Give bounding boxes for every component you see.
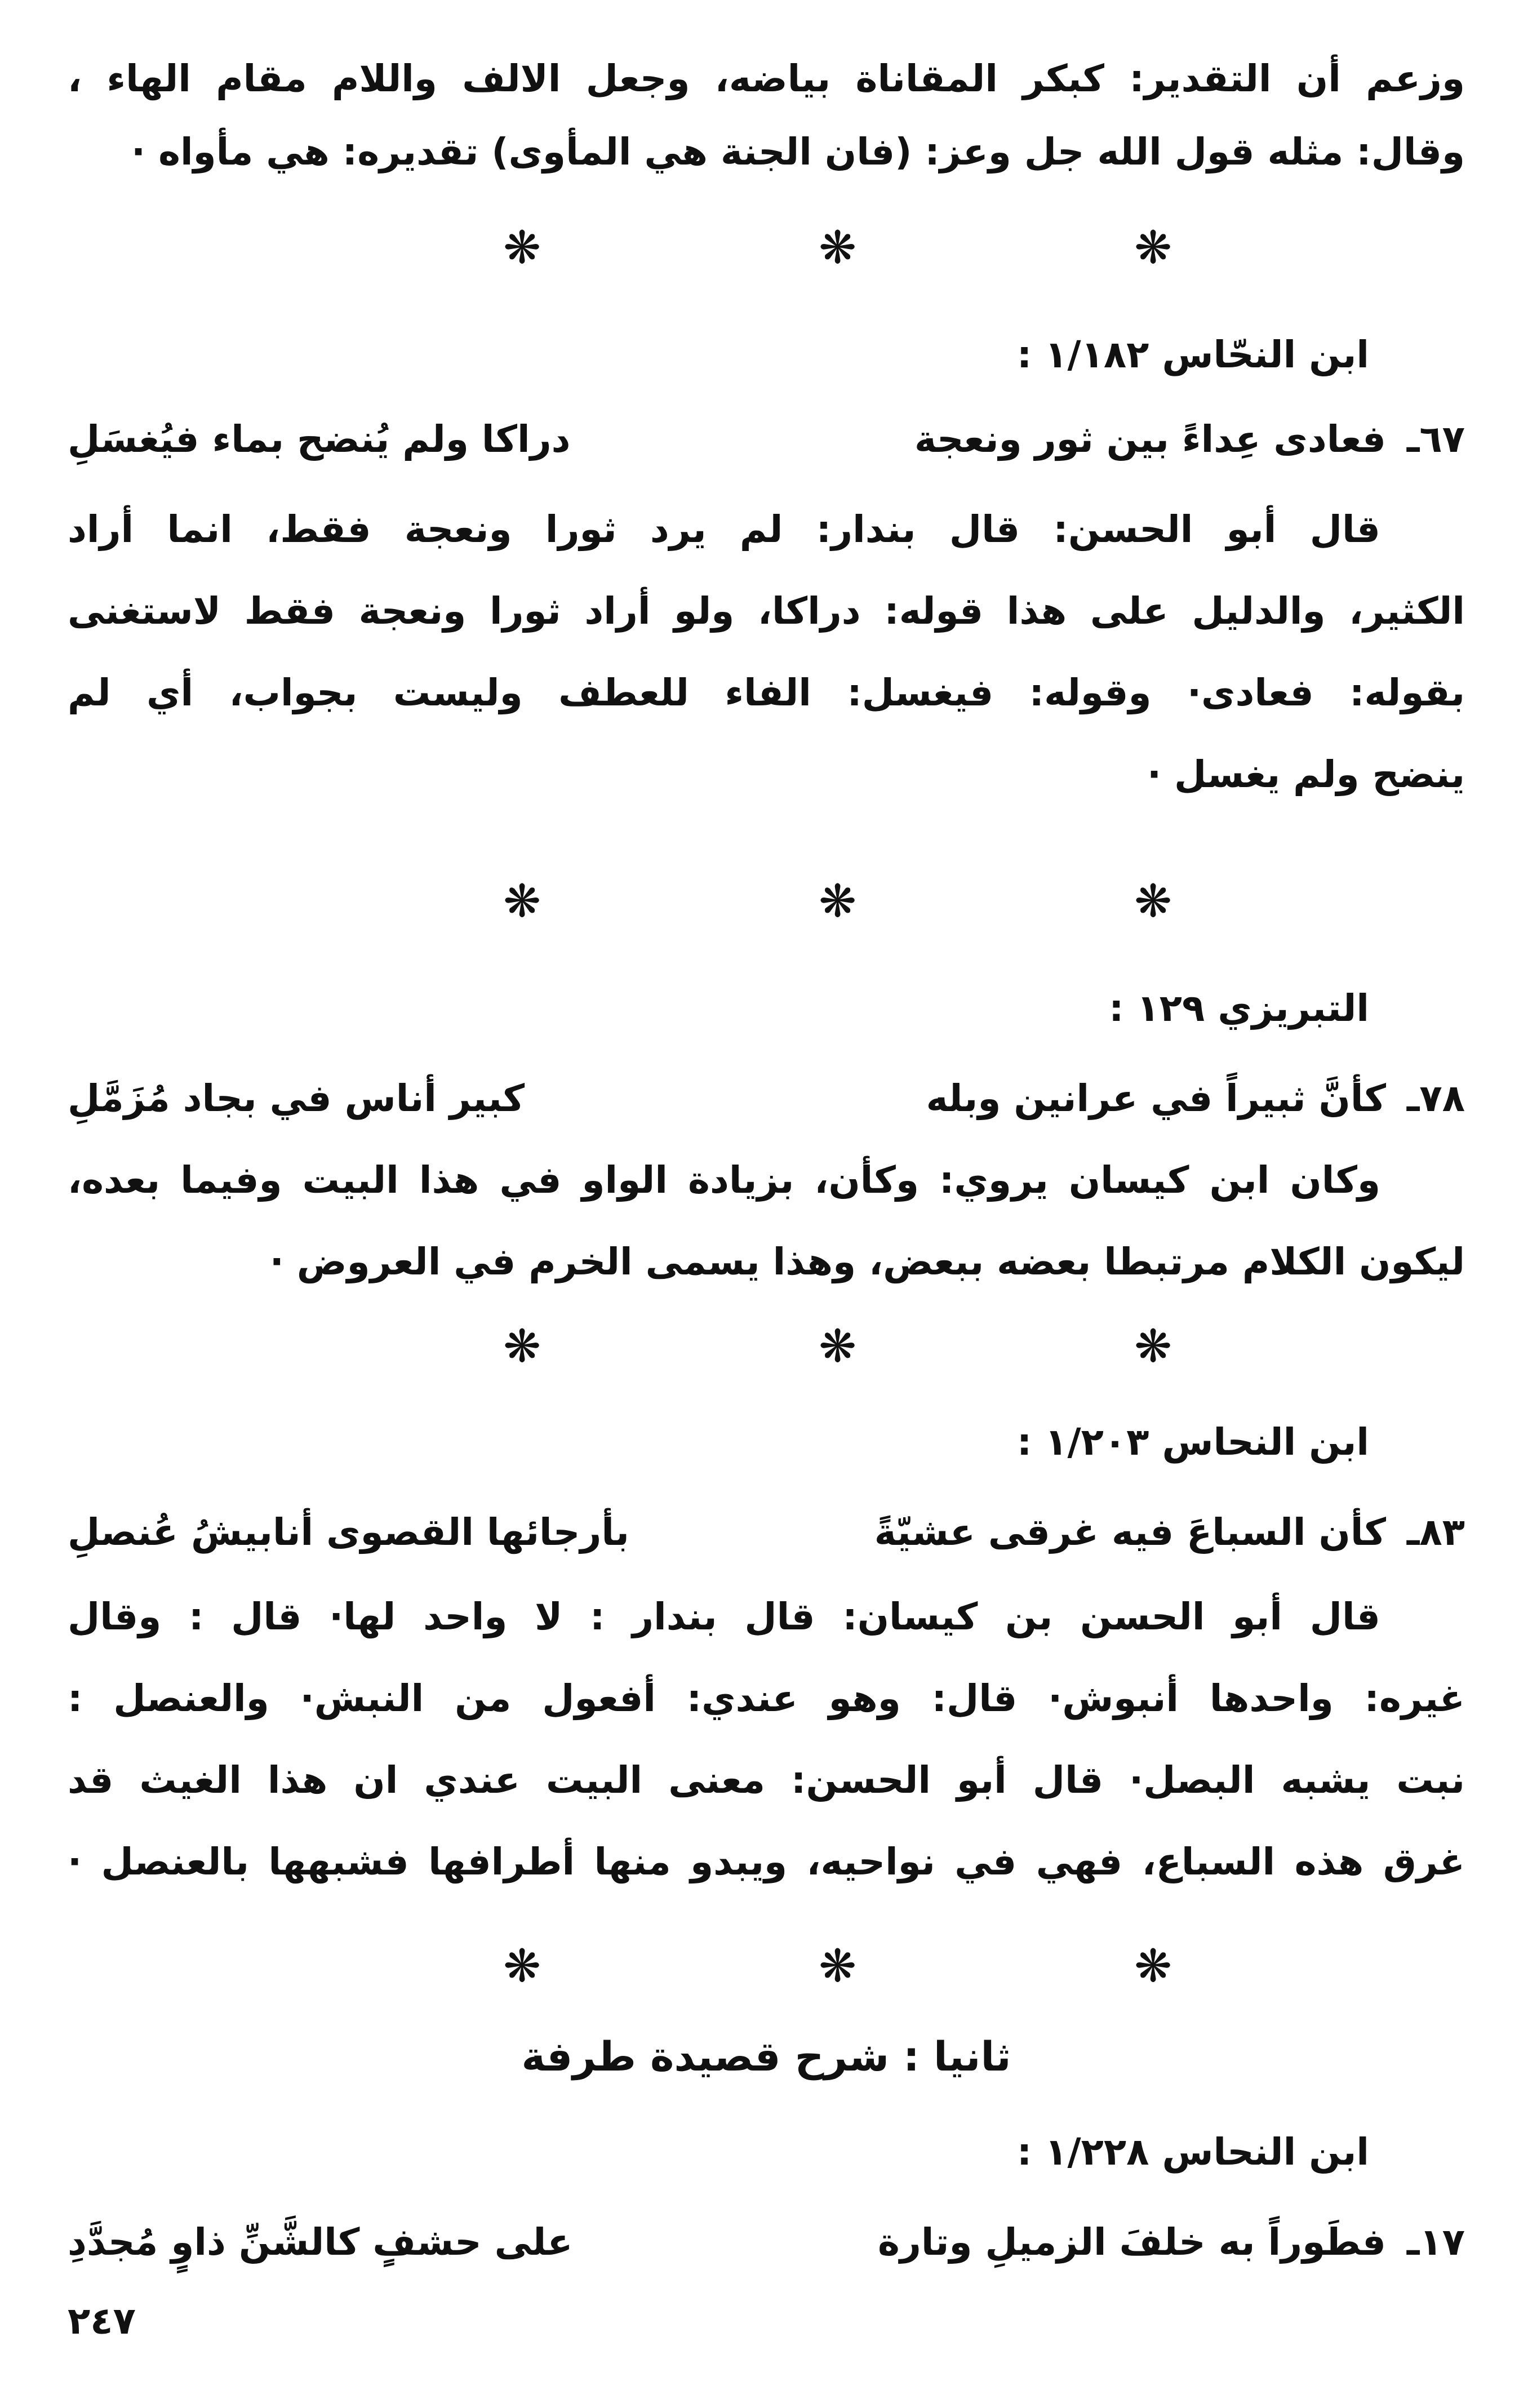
section-heading: ثانيا : شرح قصيدة طرفة	[521, 2033, 1011, 2080]
text-line: وزعم أن التقدير: كبكر المقاناة بياضه، وجعل الالف واللام مقام الهاء ،	[68, 57, 1465, 100]
verse-first-hemistich: فعادى عِداءً بين ثور ونعجة	[914, 417, 1386, 461]
source-reference: ابن النحاس ١/٢٢٨ :	[1016, 2130, 1369, 2174]
section-separator	[68, 1938, 1465, 2000]
text-line: الكثير، والدليل على هذا قوله: دراكا، ولو أراد ثورا ونعجة فقط لاستغنى	[68, 589, 1465, 633]
asterism-icon: ❋	[1134, 875, 1172, 927]
verse-second-hemistich: بأرجائها القصوى أنابيشُ عُنصلِ	[68, 1510, 629, 1554]
asterism-icon: ❋	[503, 1320, 541, 1372]
source-reference: ابن النحّاس ١/١٨٢ :	[1016, 333, 1369, 376]
asterism-icon: ❋	[818, 875, 856, 927]
section-separator	[68, 873, 1465, 935]
verse-line	[68, 1504, 1465, 1566]
verse-line	[68, 411, 1465, 473]
asterism-icon: ❋	[503, 221, 541, 274]
text-line: ليكون الكلام مرتبطا بعضه ببعض، وهذا يسمى الخرم في العروض ·	[269, 1240, 1465, 1283]
verse-number: ٨٣ـ	[1406, 1510, 1465, 1554]
text-line: قال أبو الحسن بن كيسان: قال بندار : لا واحد لها· قال : وقال	[68, 1595, 1380, 1638]
asterism-icon: ❋	[818, 221, 856, 274]
text-line: غيره: واحدها أنبوش· قال: وهو عندي: أفعول من النبش· والعنصل :	[68, 1677, 1465, 1720]
text-line: غرق هذه السباع، فهي في نواحيه، ويبدو منها أطرافها فشبهها بالعنصل ·	[68, 1840, 1465, 1883]
verse-first-hemistich: كأن السباعَ فيه غرقى عشيّةً	[874, 1510, 1386, 1554]
verse-second-hemistich: على حشفٍ كالشَّنِّ ذاوٍ مُجدَّدِ	[68, 2220, 573, 2264]
source-reference: ابن النحاس ١/٢٠٣ :	[1016, 1420, 1369, 1464]
verse-first-hemistich: كأنَّ ثبيراً في عرانين وبله	[926, 1077, 1386, 1120]
text-line: نبت يشبه البصل· قال أبو الحسن: معنى البيت عندي ان هذا الغيث قد	[68, 1758, 1465, 1802]
asterism-icon: ❋	[1134, 221, 1172, 274]
verse-number: ١٧ـ	[1406, 2220, 1465, 2264]
section-separator	[68, 220, 1465, 282]
asterism-icon: ❋	[503, 875, 541, 927]
asterism-icon: ❋	[1134, 1320, 1172, 1372]
verse-line	[68, 1070, 1465, 1132]
text-line: قال أبو الحسن: قال بندار: لم يرد ثورا ونعجة فقط، انما أراد	[68, 508, 1380, 551]
text-line: وكان ابن كيسان يروي: وكأن، بزيادة الواو في هذا البيت وفيما بعده،	[68, 1158, 1380, 1202]
verse-first-hemistich: فطَوراً به خلفَ الزميلِ وتارة	[877, 2220, 1386, 2264]
verse-number: ٧٨ـ	[1406, 1077, 1465, 1120]
verse-second-hemistich: دراكا ولم يُنضح بماء فيُغسَلِ	[68, 417, 571, 461]
asterism-icon: ❋	[503, 1940, 541, 1992]
asterism-icon: ❋	[818, 1940, 856, 1992]
text-line: بقوله: فعادى· وقوله: فيغسل: الفاء للعطف وليست بجواب، أي لم	[68, 671, 1465, 714]
document-page	[68, 51, 1465, 2361]
text-line: وقال: مثله قول الله جل وعز: (فان الجنة هي المأوى) تقديره: هي مأواه ·	[131, 130, 1465, 174]
page-number: ٢٤٧	[68, 2299, 136, 2343]
source-reference: التبريزي ١٢٩ :	[1109, 987, 1369, 1030]
text-line: ينضح ولم يغسل ·	[1147, 753, 1465, 796]
asterism-icon: ❋	[1134, 1940, 1172, 1992]
section-separator	[68, 1318, 1465, 1380]
verse-second-hemistich: كبير أناس في بجاد مُزَمَّلِ	[68, 1077, 525, 1120]
asterism-icon: ❋	[818, 1320, 856, 1372]
verse-line	[68, 2214, 1465, 2276]
verse-number: ٦٧ـ	[1406, 417, 1465, 461]
